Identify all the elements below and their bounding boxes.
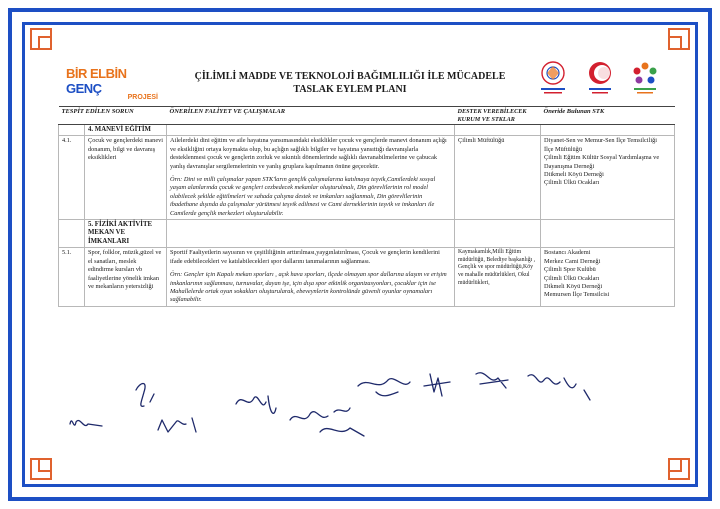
signature-6: [358, 379, 410, 396]
logo-text-1: BİR ELBİN: [66, 66, 127, 81]
signature-3: [158, 418, 196, 432]
section-heading-row: [59, 220, 675, 248]
support-item: Çilimli Müftülüğü: [458, 137, 505, 145]
stk-item: Memursen İlçe Temsilcisi: [544, 291, 610, 299]
support-cell: [455, 248, 541, 306]
stk-item: Merkez Cami Derneği: [544, 257, 601, 265]
header-activity: ÖNERİLEN FALİYET VE ÇALIŞMALAR: [167, 107, 455, 125]
corner-ornament-top-right: [662, 28, 690, 56]
table-row: [59, 136, 675, 220]
action-plan-table: [58, 106, 674, 307]
header-problem: TESPİT EDİLEN SORUN: [59, 107, 167, 125]
stk-item: Çilimli Ülkü Ocakları: [544, 274, 600, 282]
section-heading: 5. FİZİKİ AKTİVİTE MEKAN VE İMKANLARI: [85, 220, 167, 248]
stk-item: Çilimli Spor Kulübü: [544, 266, 596, 274]
stk-cell: [541, 136, 675, 220]
stk-item: Dikmeli Köyü Derneği: [544, 282, 603, 290]
activity-example: Örn: Dini ve milli çalışmalar yapan STK'ların gençlik çalışmalarına katılmaya teşvik,Camilerdeki sosyal yaşam alanlarında çocuk ve gençleri cezbedecek mekanlar oluşturulmalı, Din görevlilerinin rol model olabilecek şekilde eğitilmeleri ve sahada çalışma destek ve imkanları sağlanmalı, Din görevlilerinin ibadethane dışında da çalışmalar yürütmesi teşvik edilmesi ve Cami derneklerinin teşvik ve imkanları ile Camilerde gençlik merkezleri oluşturulabilir.: [170, 176, 436, 217]
corner-ornament-bottom-left: [30, 452, 58, 480]
logo-text-3: PROJESİ: [127, 94, 158, 101]
row-number: 5.1.: [59, 248, 85, 306]
stk-item: Diyanet-Sen ve Memur-Sen İlçe Temsilciliği: [544, 137, 657, 145]
section-heading-row: [59, 125, 675, 136]
ministry-logo-icon: [538, 60, 568, 96]
signature-4: [236, 396, 276, 413]
signature-10: [528, 375, 590, 400]
stk-item: Bostancı Akademi: [544, 249, 591, 257]
signature-2: [70, 420, 102, 426]
support-cell: [455, 136, 541, 220]
logo-text-2: GENÇ: [66, 81, 102, 96]
table-header-row: [59, 107, 675, 125]
signature-5: [290, 408, 350, 420]
signature-1: [136, 384, 154, 407]
corner-ornament-top-left: [30, 28, 58, 56]
corner-ornament-bottom-right: [662, 452, 690, 480]
table-row: [59, 248, 675, 306]
title-line-2: TASLAK EYLEM PLANI: [293, 84, 407, 95]
stk-item: Çilimli Eğitim Kültür Sosyal Yardımlaşma ve Dayanışma Derneği: [544, 154, 660, 170]
stk-item: İlçe Müftülüğü: [544, 145, 582, 153]
green-crescent-logo-icon: [585, 60, 615, 96]
document-title: [170, 70, 530, 96]
support-item: Kaymakamlık,Milli Eğitim müdürlüğü, Belediye başkanlığı , Gençlik ve spor müdürlüğü,Köy ve mahalle müdürlükleri, Okul müdürlükleri,: [458, 249, 536, 286]
activity-cell: [167, 248, 455, 306]
row-number: 4.1.: [59, 136, 85, 220]
signature-9: [476, 373, 508, 388]
signatures-area: [58, 352, 674, 452]
project-logo: [66, 66, 158, 101]
header-support: DESTEK VEREBİLECEK KURUM VE STKLAR: [455, 107, 541, 125]
stk-cell: [541, 248, 675, 306]
activity-example: Örn: Gençler için Kapalı mekan sporları , açık hava sporları, ilçede olmayan spor dallarına ulaşım ve erişim imkanlarının sağlanması, turnuvalar, dayan işe, için dışa spor etkinlik organizasyonları, çocuklar için ise Mahallelerde ortak oyun sokakları oluşturularak, ebeveynlerin kontrolünde güvenli oyunlar oynamaları sağlanabilir.: [170, 271, 447, 304]
activity-text: Ailelerdeki dini eğitim ve aile hayatına yansımasındaki eksiklikler çocuk ve gençlerde manevi donanım açlığı ve eksikliğini ortaya koymakta olup, bu açlığın sağlıklı bilgiler ve hayatına yansıttığı davranışlarla desteklenmesi çocuk ve gençlerin zorluk ve sıkıntılı dönemlerinde sağlıklı davranabilmelerine ve çabucak yanlış davranışlar sergilemelerinin ve yanlış gruplara kapılmanın önüne geçecektir.: [170, 137, 447, 170]
stk-item: Çilimli Ülkü Ocakları: [544, 179, 600, 187]
title-line-1: ÇİLİMLİ MADDE VE TEKNOLOJİ BAĞIMLILIĞI İLE MÜCADELE: [194, 71, 506, 82]
activity-text: Sportif Faaliyetlerin sayısının ve çeşitliliğinin arttırılması,yaygınlatırılması, Çocuk ve gençlerin kendilerini ifade edebilecekleri ve katılabilecekleri spor dallarını tanımalarının sağlanması.: [170, 249, 440, 265]
header-stk: Öneride Bulunan STK: [541, 107, 675, 125]
activity-cell: [167, 136, 455, 220]
youth-foundation-logo-icon: [630, 60, 660, 96]
problem-cell: Çocuk ve gençlerdeki manevi donanım, bilgi ve davranış eksiklikleri: [85, 136, 167, 220]
problem-cell: Spor, folklor, müzik,güzel ve el sanatları, meslek edindirme kursları vb faaliyetlerine yönelik imkan ve mekanların yetersizliği: [85, 248, 167, 306]
section-heading: 4. MANEVİ EĞİTİM: [85, 125, 167, 136]
signature-7: [320, 428, 364, 436]
stk-item: Diikmeli Köyü Derneği: [544, 171, 604, 179]
signature-8: [424, 374, 450, 396]
